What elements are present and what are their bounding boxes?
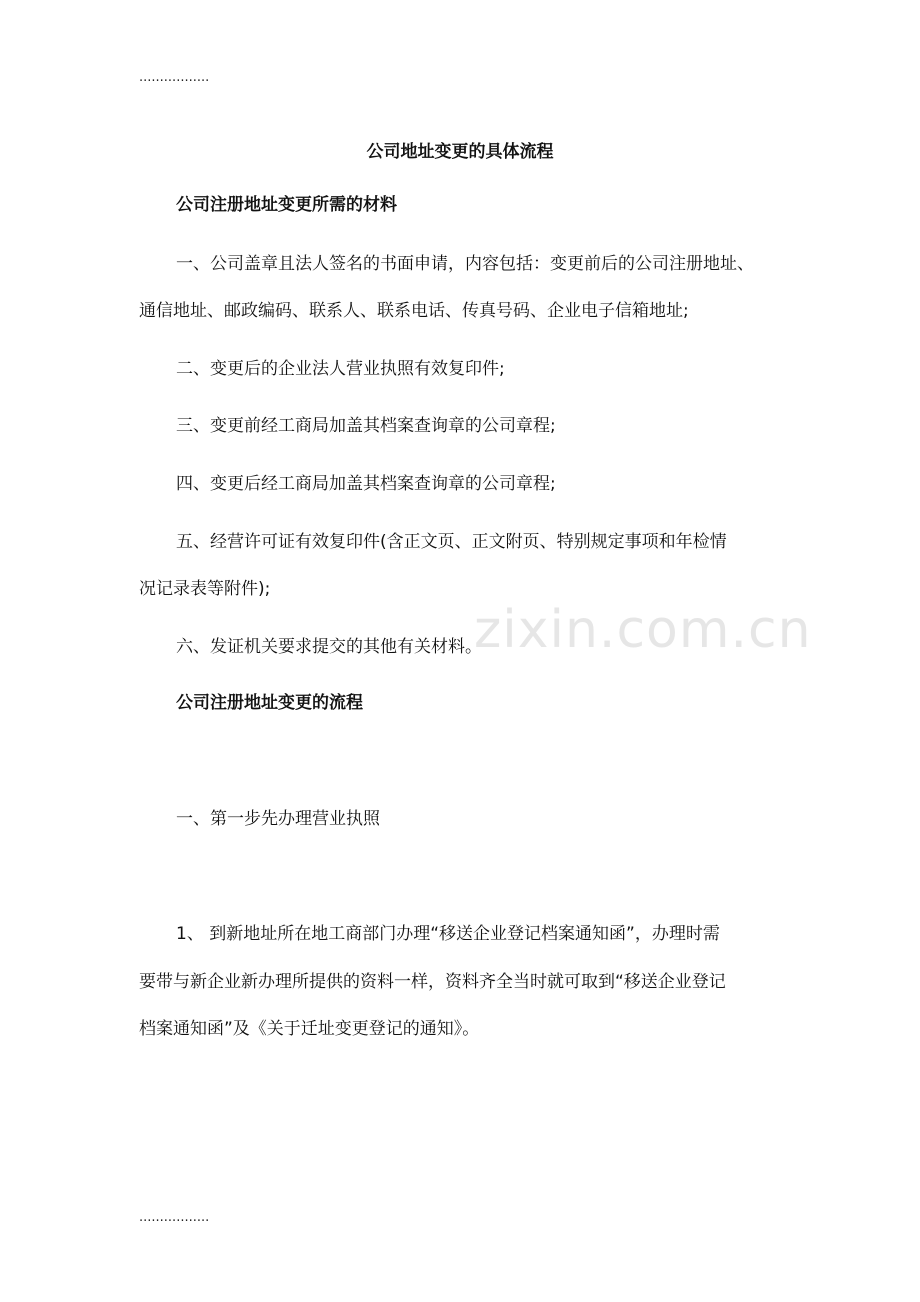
paragraph-1-line-2: 要带与新企业新办理所提供的资料一样，资料齐全当时就可取到“移送企业登记 [139,972,726,992]
paragraph-1-line-3: 档案通知函”及《关于迁址变更登记的通知》。 [139,1019,480,1039]
document-title: 公司地址变更的具体流程 [366,142,554,162]
step-1-heading: 一、第一步先办理营业执照 [176,809,380,829]
item-1-line-1: 一、公司盖章且法人签名的书面申请，内容包括：变更前后的公司注册地址、 [176,254,754,274]
section-heading-process: 公司注册地址变更的流程 [176,693,363,713]
section-heading-materials: 公司注册地址变更所需的材料 [176,195,397,215]
footer-dots: ................. [139,1210,210,1225]
item-5-line-1: 五、经营许可证有效复印件(含正文页、正文附页、特别规定事项和年检情 [176,532,727,552]
item-4: 四、变更后经工商局加盖其档案查询章的公司章程; [176,474,556,494]
paragraph-1-line-1: 1、 到新地址所在地工商部门办理“移送企业登记档案通知函”，办理时需 [176,924,720,944]
item-1-line-2: 通信地址、邮政编码、联系人、联系电话、传真号码、企业电子信箱地址; [139,301,689,321]
item-2: 二、变更后的企业法人营业执照有效复印件; [176,359,505,379]
watermark: zixin.com.cn [474,600,812,660]
header-dots: ................. [139,70,210,85]
item-6: 六、发证机关要求提交的其他有关材料。 [176,637,482,657]
item-5-line-2: 况记录表等附件); [139,579,271,599]
item-3: 三、变更前经工商局加盖其档案查询章的公司章程; [176,416,556,436]
